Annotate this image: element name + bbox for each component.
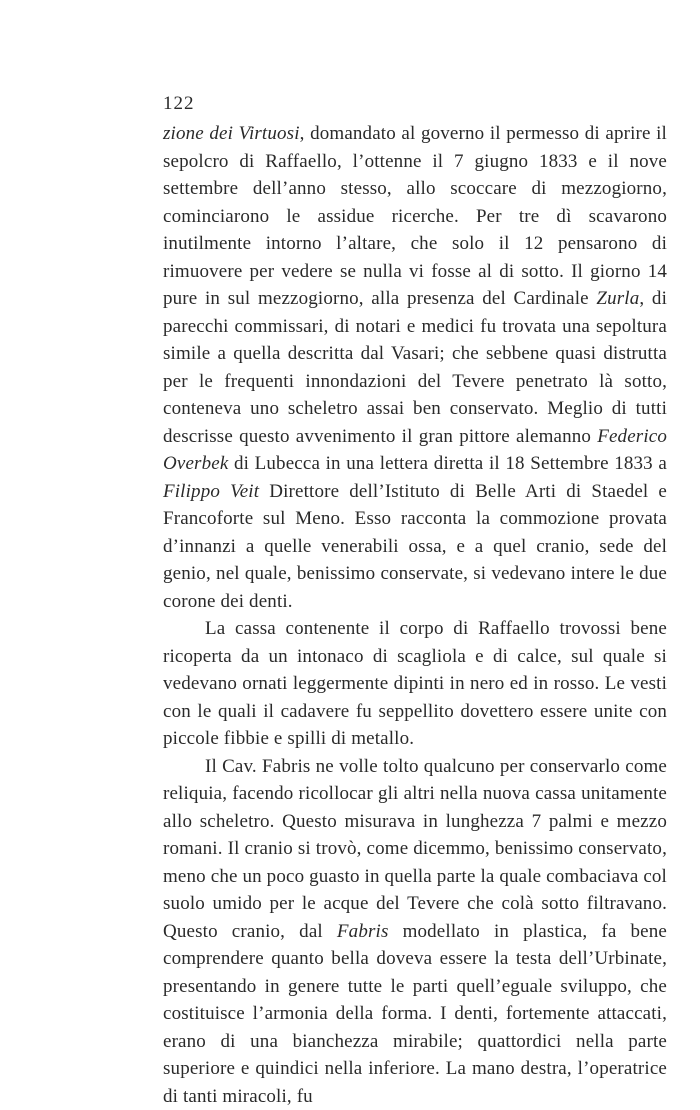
body-text: , di parecchi commissari, di notari e medici fu trovata una sepoltura simile a quella descritta dal Vasari; che sebbene quasi distrutta per le frequenti innondazioni del Tevere penetrato là sotto, conteneva uno scheletro assai ben conservato. Meglio di tutti descrisse questo avvenimento il gran pittore alemanno — [163, 288, 667, 447]
body-text: Direttore dell’Istituto di Belle Arti di Staedel e Francoforte sul Meno. Esso racconta la commozione provata d’innanzi a quelle venerabili ossa, e a quel cranio, sede del genio, nel quale, benissimo conservate, si vedevano intere le due corone dei denti. — [163, 481, 667, 612]
paragraph-2 — [163, 615, 667, 753]
body-text: di Lubecca in una lettera diretta il 18 Settembre 1833 a — [228, 453, 667, 474]
italic-text: Federico Overbek — [163, 426, 667, 475]
body-text: , domandato al governo il permesso di aprire il sepolcro di Raffaello, l’ottenne il 7 giugno 1833 e il nove settembre dell’anno stesso, allo scoccare di mezzogiorno, cominciarono le assidue ricerche. Per tre dì scavarono inutilmente intorno l’altare, che solo il 12 pensarono di rimuovere per vedere se nulla vi fosse al di sotto. Il giorno 14 pure in sul mezzogiorno, alla presenza del Cardinale — [163, 123, 667, 309]
italic-text: Fabris — [337, 921, 389, 942]
body-text: La cassa contenente il corpo di Raffaello trovossi bene ricoperta da un intonaco di scagliola e di calce, sul quale si vedevano ornati leggermente dipinti in nero ed in rosso. Le vesti con le quali il cadavere fu seppellito dovettero essere unite con piccole fibbie e spilli di metallo. — [163, 618, 667, 749]
italic-text: zione dei Virtuosi — [163, 123, 300, 144]
body-text: modellato in plastica, fa bene comprendere quanto bella doveva essere la testa dell’Urbinate, presentando in genere tutte le parti quell’eguale sviluppo, che costituisce l’armonia della forma. I denti, fortemente attaccati, erano di una bianchezza mirabile; quattordici nella parte superiore e quindici nella inferiore. La mano destra, l’operatrice di tanti miracoli, fu — [163, 921, 667, 1107]
paragraph-1 — [163, 120, 667, 615]
italic-text: Filippo Veit — [163, 481, 259, 502]
page-number: 122 — [163, 92, 667, 116]
italic-text: Zurla — [596, 288, 639, 309]
body-text: Il Cav. Fabris ne volle tolto qualcuno per conservarlo come reliquia, facendo ricollocar gli altri nella nuova cassa unitamente allo scheletro. Questo misurava in lunghezza 7 palmi e mezzo romani. Il cranio si trovò, come dicemmo, benissimo conservato, meno che un poco guasto in quella parte la quale combaciava col suolo umido per le acque del Tevere che colà sotto filtravano. Questo cranio, dal — [163, 756, 667, 942]
paragraph-3 — [163, 753, 667, 1110]
book-page — [163, 92, 667, 1110]
